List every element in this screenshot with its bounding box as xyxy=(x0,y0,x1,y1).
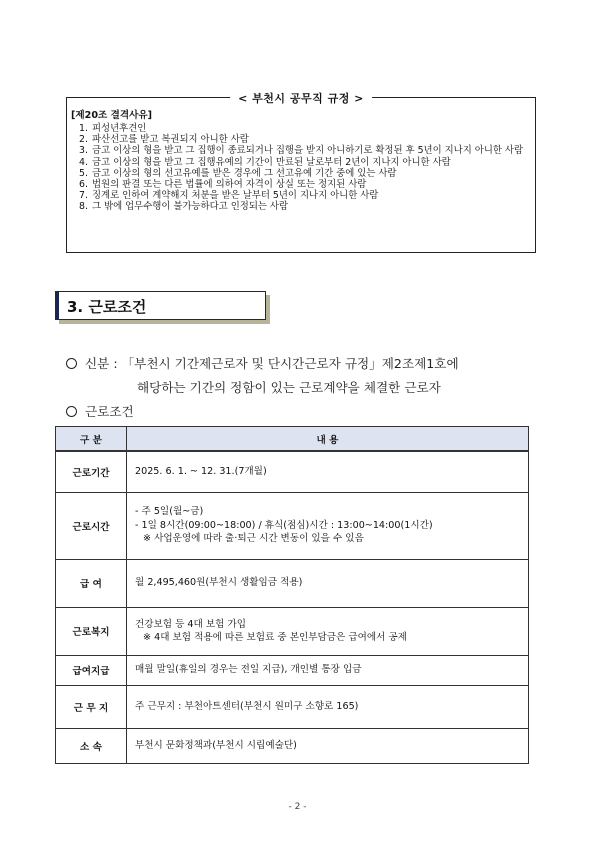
regulation-box xyxy=(66,92,536,253)
row-label: 급여지급 xyxy=(56,655,127,685)
table-row xyxy=(56,728,529,763)
status-bullet xyxy=(66,353,459,372)
row-value: 2025. 6. 1. ~ 12. 31.(7개월) xyxy=(127,451,529,492)
header-content: 내 용 xyxy=(127,427,529,452)
conditions-label: 근로조건 xyxy=(85,404,134,419)
row-value: 월 2,495,460원(부천시 생활임금 적용) xyxy=(127,559,529,607)
row-label: 급 여 xyxy=(56,559,127,607)
row-label: 근로기간 xyxy=(56,451,127,492)
circle-bullet-icon xyxy=(66,406,77,417)
table-row xyxy=(56,559,529,607)
row-label: 근로시간 xyxy=(56,492,127,559)
status-line-1: 신분 : 「부천시 기간제근로자 및 단시간근로자 규정」제2조제1호에 xyxy=(85,356,459,371)
list-item: 7. 징계로 인하여 계약해지 처분을 받은 날부터 5년이 지나지 아니한 사람 xyxy=(79,190,379,202)
conditions-bullet xyxy=(66,401,134,420)
row-label: 소 속 xyxy=(56,728,127,763)
list-item: 4. 금고 이상의 형을 받고 그 집행유예의 기간이 만료된 날로부터 2년이 지나지 아니한 사람 xyxy=(79,156,451,168)
table-row xyxy=(56,685,529,728)
table-row xyxy=(56,607,529,655)
table-row xyxy=(56,492,529,559)
regulation-heading: [제20조 결격사유] xyxy=(71,110,153,121)
list-item: 3. 금고 이상의 형을 받고 그 집행이 종료되거나 집행을 받지 아니하기로 확정된 후 5년이 지나지 아니한 사람 xyxy=(79,145,524,157)
page-number: - 2 - xyxy=(288,802,307,812)
regulation-list xyxy=(79,123,533,213)
section-heading xyxy=(55,291,266,320)
table-row xyxy=(56,451,529,492)
row-value: - 주 5일(월~금) - 1일 8시간(09:00~18:00) / 휴식(점심)시간 : 13:00~14:00(1시간) ※ 사업운영에 따라 출·퇴근 시간 변동이 있을 수 있음 xyxy=(127,492,529,559)
row-label: 근로복지 xyxy=(56,607,127,655)
row-value: 주 근무지 : 부천아트센터(부천시 원미구 소향로 165) xyxy=(127,685,529,728)
section-title: 3. 근로조건 xyxy=(67,298,147,316)
table-header-row xyxy=(56,427,529,452)
row-value: 건강보험 등 4대 보험 가입 ※ 4대 보험 적용에 따른 보험료 중 본인부담금은 급여에서 공제 xyxy=(127,607,529,655)
status-line-2: 해당하는 기간의 정함이 있는 근로계약을 체결한 근로자 xyxy=(137,380,441,395)
list-item: 8. 그 밖에 업무수행이 불가능하다고 인정되는 사람 xyxy=(79,201,289,213)
circle-bullet-icon xyxy=(66,358,77,369)
list-item: 6. 법원의 판결 또는 다른 법률에 의하여 자격이 상실 또는 정지된 사람 xyxy=(79,179,367,191)
regulation-title: < 부천시 공무직 규정 > xyxy=(230,90,372,106)
list-item: 1. 피성년후견인 xyxy=(79,123,147,134)
status-bullet-continued xyxy=(137,377,441,396)
row-value: 부천시 문화정책과(부천시 시립예술단) xyxy=(127,728,529,763)
row-value: 매월 말일(휴일의 경우는 전일 지급), 개인별 통장 입금 xyxy=(127,655,529,685)
list-item: 5. 금고 이상의 형의 선고유예를 받은 경우에 그 선고유예 기간 중에 있는 사람 xyxy=(79,167,397,179)
work-conditions-table xyxy=(55,426,529,764)
header-category: 구 분 xyxy=(56,427,127,452)
list-item: 2. 파산선고를 받고 복권되지 아니한 사람 xyxy=(79,134,249,146)
table-row xyxy=(56,655,529,685)
row-label: 근 무 지 xyxy=(56,685,127,728)
